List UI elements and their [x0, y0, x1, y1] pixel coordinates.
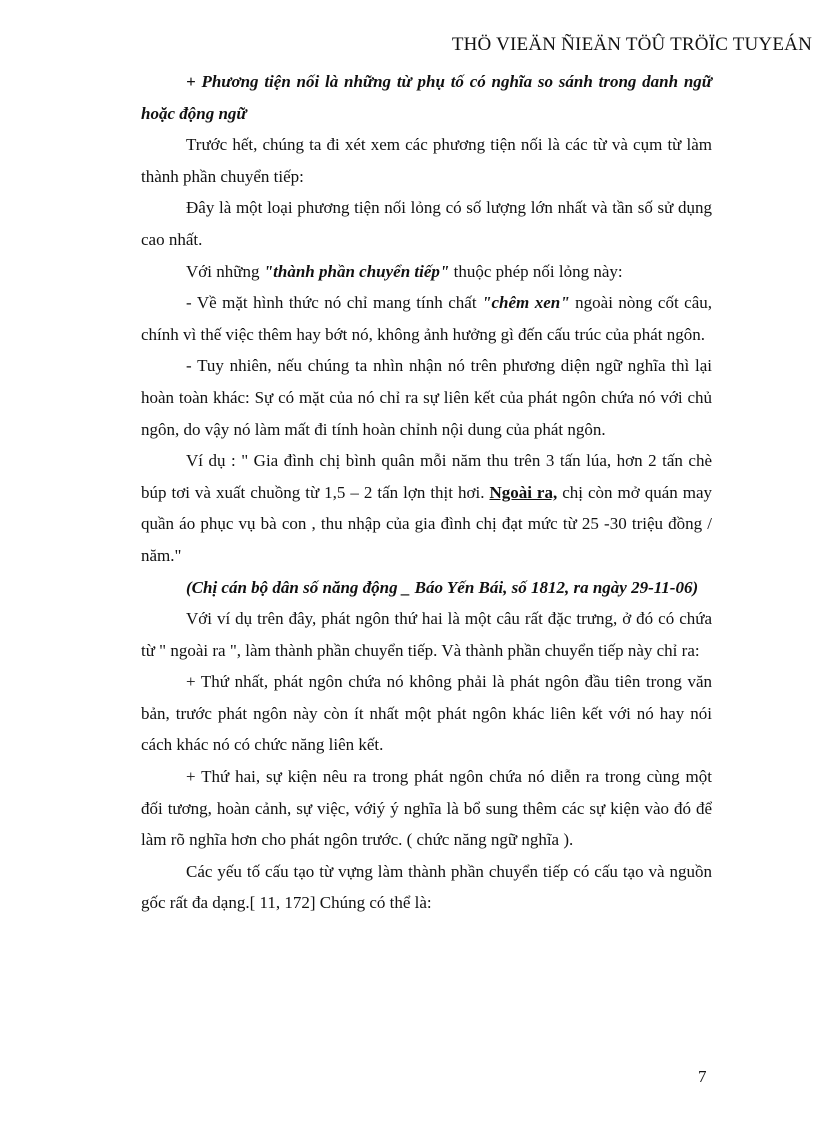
- page-header: THÖ VIEÄN ÑIEÄN TÖÛ TRÖÏC TUYEÁN: [451, 34, 812, 55]
- paragraph-example: [141, 445, 712, 571]
- paragraph-intro: Trước hết, chúng ta đi xét xem các phương tiện nối là các từ và cụm từ làm thành phần chuyển tiếp:: [141, 135, 712, 186]
- paragraph-lexical-elements: Các yếu tố cấu tạo từ vựng làm thành phần chuyển tiếp có cấu tạo và nguồn gốc rất đa dạng.[ 11, 172] Chúng có thể là:: [141, 861, 712, 913]
- page-number: 7: [698, 1067, 707, 1086]
- paragraph-semantic-aspect: - Tuy nhiên, nếu chúng ta nhìn nhận nó trên phương diện ngữ nghĩa thì lại hoàn toàn khác: Sự có mặt của nó chỉ ra sự liên kết của phát ngôn chứa nó với chủ ngôn, do vậy nó làm mất đi tính hoàn chỉnh nội dung của phát ngôn.: [141, 356, 712, 439]
- paragraph-point-one: + Thứ nhất, phát ngôn chứa nó không phải là phát ngôn đầu tiên trong văn bản, trước phát ngôn này còn ít nhất một phát ngôn khác liên kết với nó hay nói cách khác nó có chức năng liên kết.: [141, 672, 712, 755]
- paragraph-loose-connector: Đây là một loại phương tiện nối lỏng có số lượng lớn nhất và tần số sử dụng cao nhất.: [141, 198, 712, 249]
- text-run: - Về mặt hình thức nó chỉ mang tính chất: [186, 293, 483, 313]
- text-run: Với những: [186, 261, 264, 281]
- emphasis-chem-xen: "chêm xen": [482, 293, 570, 313]
- text-run: chị còn mở quán may quần áo phục vụ bà con , thu nhập của gia đình chị đạt mức từ 25 -30 triệu đồng / năm.": [141, 482, 713, 565]
- paragraph-form-aspect: [141, 287, 712, 350]
- paragraph-transition-component: [141, 256, 712, 288]
- paragraph-citation: (Chị cán bộ dân số năng động _ Báo Yến Bái, số 1812, ra ngày 29-11-06): [186, 577, 699, 597]
- emphasis-ngoai-ra: Ngoài ra,: [489, 482, 558, 502]
- document-body: [141, 66, 712, 919]
- paragraph-connector-definition: + Phương tiện nối là những từ phụ tố có nghĩa so sánh trong danh ngữ hoặc động ngữ: [141, 72, 712, 123]
- text-run: thuộc phép nối lỏng này:: [449, 261, 623, 281]
- text-run: ngoài nòng cốt câu, chính vì thế việc thêm hay bớt nó, không ảnh hưởng gì đến cấu trúc của phát ngôn.: [141, 293, 712, 344]
- paragraph-analysis: Với ví dụ trên đây, phát ngôn thứ hai là một câu rất đặc trưng, ở đó có chứa từ " ngoài ra ", làm thành phần chuyển tiếp. Và thành phần chuyển tiếp này chỉ ra:: [141, 609, 712, 660]
- paragraph-point-two: + Thứ hai, sự kiện nêu ra trong phát ngôn chứa nó diễn ra trong cùng một đối tương, hoàn cảnh, sự việc, vớiý ý nghĩa là bổ sung thêm các sự kiện vào đó để làm rõ nghĩa hơn cho phát ngôn trước. ( chức năng ngữ nghĩa ).: [141, 767, 712, 850]
- text-run: Ví dụ : " Gia đình chị bình quân mỗi năm thu trên 3 tấn lúa, hơn 2 tấn chè búp tơi và xuất chuồng từ 1,5 – 2 tấn lợn thịt hơi.: [141, 451, 712, 502]
- emphasis-transition-component: "thành phần chuyển tiếp": [263, 261, 450, 281]
